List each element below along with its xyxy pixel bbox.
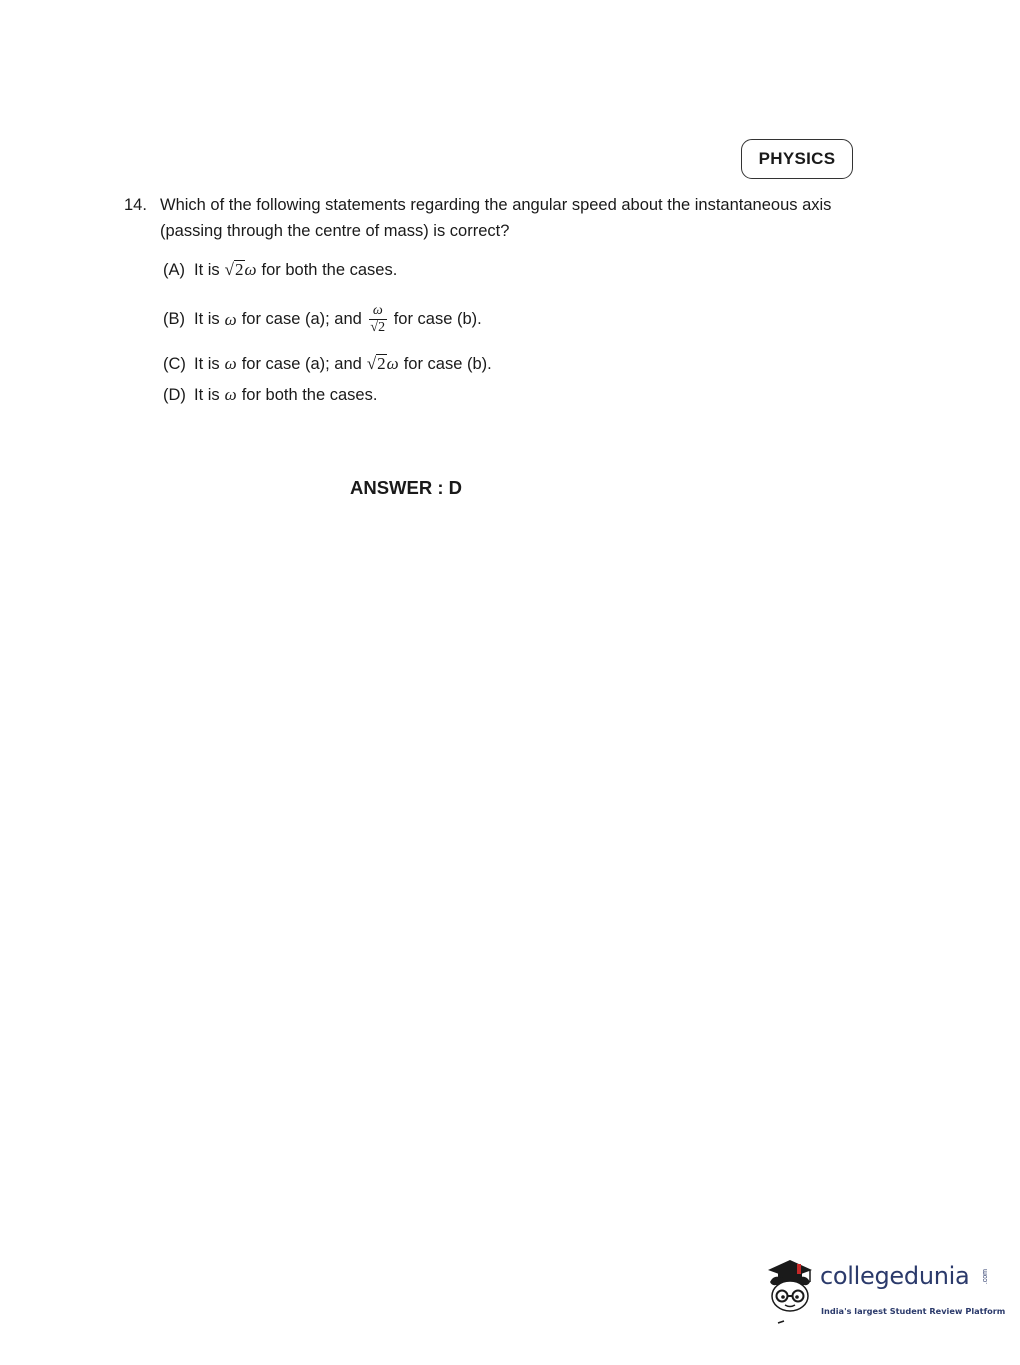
option-suffix: for case (b). bbox=[403, 354, 492, 373]
logo-domain-suffix: .com bbox=[982, 1269, 989, 1285]
radicand: 2 bbox=[378, 320, 386, 335]
option-letter: (C) bbox=[163, 354, 186, 373]
radical-icon: √ bbox=[224, 260, 235, 279]
omega-symbol: ω bbox=[224, 309, 237, 329]
option-suffix: for case (b). bbox=[393, 310, 482, 328]
option-c bbox=[163, 354, 492, 374]
option-middle: for case (a); and bbox=[241, 310, 362, 328]
answer-text: ANSWER : D bbox=[350, 477, 463, 498]
option-suffix: for both the cases. bbox=[241, 385, 378, 404]
radicand: 2 bbox=[377, 354, 386, 373]
question-number: 14. bbox=[124, 196, 147, 214]
option-b bbox=[163, 303, 482, 336]
logo-tagline: India's largest Student Review Platform bbox=[821, 1306, 1006, 1316]
option-prefix: It is bbox=[194, 385, 220, 404]
option-middle: for case (a); and bbox=[241, 354, 362, 373]
fraction-numerator: ω bbox=[369, 303, 387, 320]
option-prefix: It is bbox=[194, 260, 220, 279]
logo-wordmark: collegedunia bbox=[820, 1262, 970, 1290]
sqrt-expression bbox=[225, 260, 262, 280]
student-mascot-icon bbox=[760, 1256, 820, 1328]
fraction-expression bbox=[369, 303, 387, 336]
question-block bbox=[124, 192, 864, 244]
radical-icon: √ bbox=[370, 320, 379, 335]
option-letter: (D) bbox=[163, 385, 186, 404]
omega-symbol: ω bbox=[386, 354, 399, 373]
option-d bbox=[163, 385, 377, 405]
option-suffix: for both the cases. bbox=[261, 260, 398, 279]
radicand: 2 bbox=[235, 260, 244, 279]
option-prefix: It is bbox=[194, 310, 220, 328]
option-letter: (A) bbox=[163, 260, 185, 279]
radical-icon: √ bbox=[366, 354, 377, 373]
option-prefix: It is bbox=[194, 354, 220, 373]
option-a bbox=[163, 260, 397, 280]
omega-symbol: ω bbox=[224, 385, 237, 404]
subject-badge: PHYSICS bbox=[741, 139, 853, 179]
option-letter: (B) bbox=[163, 310, 185, 328]
fraction-denominator bbox=[370, 320, 385, 336]
omega-symbol: ω bbox=[224, 354, 237, 373]
omega-symbol: ω bbox=[244, 260, 257, 279]
sqrt-expression bbox=[367, 354, 404, 374]
question-text: Which of the following statements regarding the angular speed about the instantaneous axis (passing through the centre of mass) is correct? bbox=[160, 196, 832, 240]
collegedunia-logo[interactable] bbox=[760, 1256, 1006, 1328]
